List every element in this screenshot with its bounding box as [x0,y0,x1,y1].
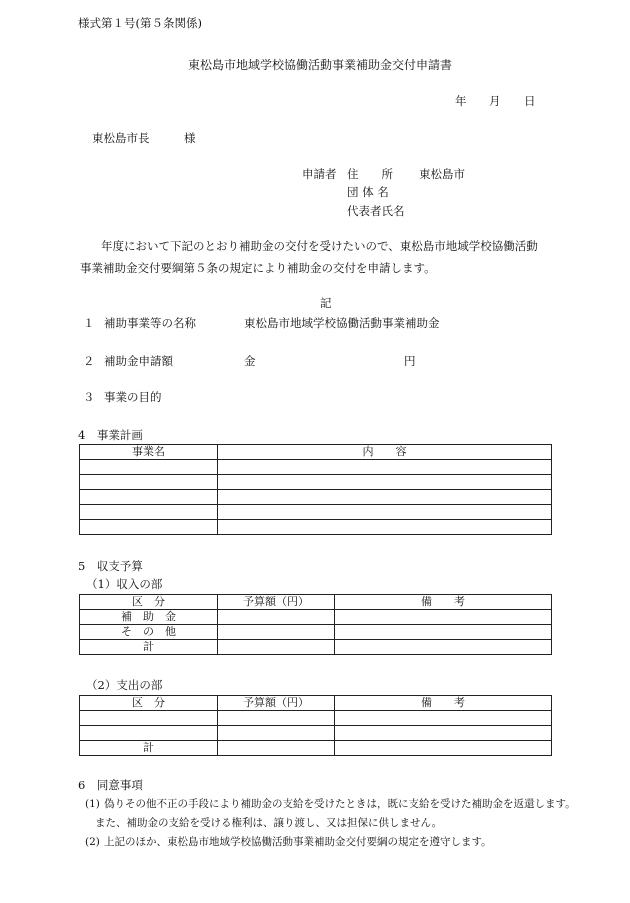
plan-cell-content[interactable] [218,505,552,520]
item-2-prefix: 金 [244,354,256,368]
plan-table [79,444,552,535]
income-row-total: 計 [80,640,218,655]
table-row [80,595,552,610]
item-2-label: 補助金申請額 [104,354,173,368]
item-2-unit: 円 [404,354,416,368]
plan-cell-content[interactable] [218,460,552,475]
statement-line-2: 事業補助金交付要綱第５条の規定により補助金の交付を申請します。 [80,261,436,275]
addressee-honorific: 様 [184,131,196,145]
income-heading: （1）収入の部 [86,577,163,591]
expense-category-cell[interactable] [80,726,218,741]
table-row [80,460,552,475]
date-year: 年 [455,94,467,108]
income-amount-cell[interactable] [218,625,335,640]
income-col-note: 備 考 [335,595,552,610]
table-row [80,741,552,756]
income-row-subsidy: 補 助 金 [80,610,218,625]
plan-cell-content[interactable] [218,475,552,490]
consent-1-line-2: また、補助金の支給を受ける権利は、譲り渡し、又は担保に供しません。 [95,817,443,829]
table-row [80,696,552,711]
table-row [80,445,552,460]
expense-row-total: 計 [80,741,218,756]
consent-1-line-1: 偽りその他不正の手段により補助金の支給を受けたときは，既に支給を受けた補助金を返還します。 [104,798,576,810]
representative-label: 代表者氏名 [347,204,405,218]
org-name-label: 団 体 名 [347,185,389,199]
table-row [80,505,552,520]
plan-col-content-header: 内 容 [218,445,552,460]
ki-label: 記 [320,296,332,310]
expense-amount-cell[interactable] [218,711,335,726]
document-title: 東松島市地域学校協働活動事業補助金交付申請書 [188,58,453,72]
plan-cell-content[interactable] [218,520,552,535]
expense-amount-cell[interactable] [218,741,335,756]
table-row [80,625,552,640]
item-3-label: 事業の目的 [104,390,162,404]
plan-cell-name[interactable] [80,520,218,535]
income-col-amount: 予算額（円） [218,595,335,610]
plan-cell-name[interactable] [80,490,218,505]
consent-2-number: (2) [85,836,100,848]
plan-heading: 4 事業計画 [78,428,143,442]
consent-heading: 6 同意事項 [78,778,143,792]
expense-amount-cell[interactable] [218,726,335,741]
table-row [80,520,552,535]
expense-col-note: 備 考 [335,696,552,711]
plan-cell-name[interactable] [80,460,218,475]
income-table [79,594,552,655]
plan-cell-name[interactable] [80,475,218,490]
applicant-label: 申請者 [302,167,337,181]
table-row [80,640,552,655]
income-row-other: そ の 他 [80,625,218,640]
expense-heading: （2）支出の部 [86,678,163,692]
address-label: 住 所 [347,167,393,181]
expense-table [79,695,552,756]
expense-category-cell[interactable] [80,711,218,726]
consent-1-number: (1) [85,798,100,810]
income-amount-cell[interactable] [218,640,335,655]
expense-note-cell[interactable] [335,726,552,741]
expense-col-amount: 予算額（円） [218,696,335,711]
table-row [80,475,552,490]
table-row [80,490,552,505]
item-3-number: ３ [83,390,95,404]
income-note-cell[interactable] [335,610,552,625]
expense-note-cell[interactable] [335,741,552,756]
date-day: 日 [524,94,536,108]
table-row [80,711,552,726]
expense-col-category: 区 分 [80,696,218,711]
income-col-category: 区 分 [80,595,218,610]
table-row [80,610,552,625]
plan-col-name-header: 事業名 [80,445,218,460]
consent-2-line-1: 上記のほか、東松島市地域学校協働活動事業補助金交付要綱の規定を遵守します。 [104,836,492,848]
income-note-cell[interactable] [335,640,552,655]
budget-heading: 5 収支予算 [78,559,143,573]
income-note-cell[interactable] [335,625,552,640]
item-1-value: 東松島市地域学校協働活動事業補助金 [244,316,440,330]
table-row [80,726,552,741]
form-number: 様式第１号(第５条関係) [78,16,202,30]
statement-line-1: 年度において下記のとおり補助金の交付を受けたいので、東松島市地域学校協働活動 [101,239,538,253]
plan-cell-content[interactable] [218,490,552,505]
expense-note-cell[interactable] [335,711,552,726]
address-value: 東松島市 [419,167,465,181]
item-1-number: １ [83,316,95,330]
addressee-name: 東松島市長 [92,131,150,145]
income-amount-cell[interactable] [218,610,335,625]
item-2-number: ２ [83,354,95,368]
plan-cell-name[interactable] [80,505,218,520]
date-month: 月 [489,94,501,108]
item-1-label: 補助事業等の名称 [104,316,196,330]
